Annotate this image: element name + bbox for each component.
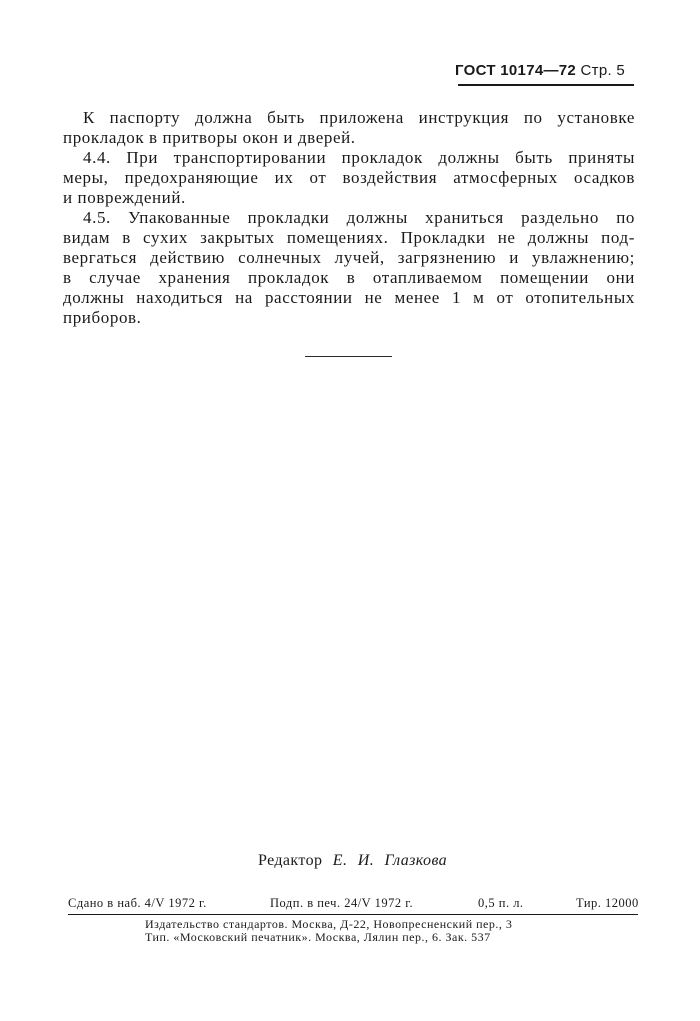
- publisher-line: Издательство стандартов. Москва, Д-22, Новопресненский пер., 3: [145, 917, 513, 931]
- standard-number: ГОСТ 10174—72: [455, 62, 577, 79]
- text-line: меры, предохраняющие их от воздействия атмосферных осадков: [63, 168, 635, 187]
- editor-label: Редактор: [258, 852, 323, 869]
- running-header: [455, 62, 638, 79]
- imprint-rule: [68, 914, 638, 915]
- header-rule: [458, 84, 634, 86]
- text-line: 4.4. При транспортировании прокладок должны быть приняты: [83, 148, 635, 167]
- text-line: прокладок в притворы окон и дверей.: [63, 128, 356, 147]
- printer-line: Тип. «Московский печатник». Москва, Лялин пер., 6. Зак. 537: [145, 930, 491, 944]
- paragraph-4-5: [63, 208, 635, 328]
- editor-credit: [258, 852, 447, 870]
- publisher-info: [145, 918, 512, 944]
- submitted-date: Сдано в наб. 4/V 1972 г.: [68, 896, 207, 910]
- text-line: вергаться действию солнечных лучей, загрязнению и увлажнению;: [63, 248, 635, 267]
- paragraph-passport: [63, 108, 635, 148]
- end-of-text-rule: [305, 356, 392, 357]
- editor-name: Е. И. Глазкова: [332, 852, 448, 869]
- body-text: [63, 108, 635, 328]
- text-line: приборов.: [63, 308, 142, 327]
- signed-date: Подп. в печ. 24/V 1972 г.: [270, 896, 414, 910]
- print-run: Тир. 12000: [576, 896, 639, 910]
- printed-sheets: 0,5 п. л.: [478, 896, 524, 910]
- text-line: в случае хранения прокладок в отапливаемом помещении они: [63, 268, 635, 287]
- text-line: должны находиться на расстоянии не менее 1 м от отопительных: [63, 288, 635, 307]
- text-line: и повреждений.: [63, 188, 186, 207]
- text-line: 4.5. Упакованные прокладки должны храниться раздельно по: [83, 208, 635, 227]
- page-number: Стр. 5: [580, 62, 626, 79]
- text-line: К паспорту должна быть приложена инструкция по установке: [83, 108, 635, 127]
- text-line: видам в сухих закрытых помещениях. Прокладки не должны под-: [63, 228, 635, 247]
- paragraph-4-4: [63, 148, 635, 208]
